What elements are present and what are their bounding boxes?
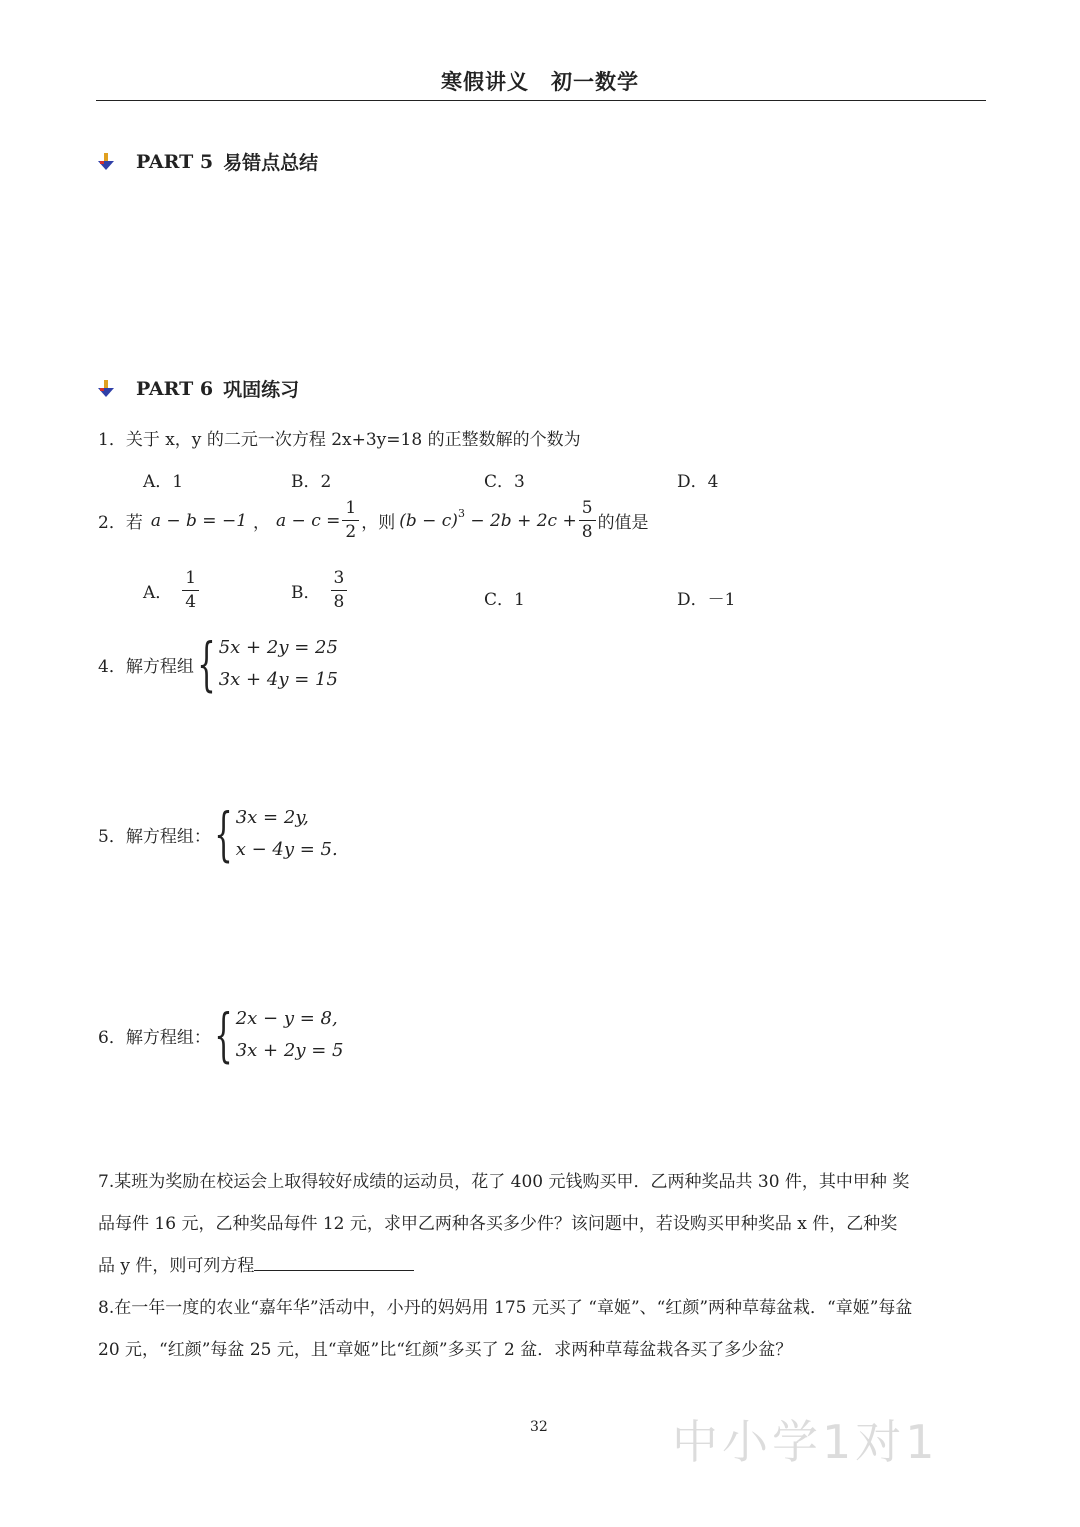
q2-fraction-half (342, 500, 359, 541)
q4-equation-2: 3x + 4y = 15 (218, 669, 338, 690)
q2-tail: 的值是 (597, 513, 649, 533)
q6-equation-2: 3x + 2y = 5 (235, 1040, 344, 1061)
q2-prefix: 2．若 (98, 513, 143, 533)
q2-option-a (143, 570, 201, 611)
question-1-text: 1．关于 x，y 的二元一次方程 2x+3y=18 的正整数解的个数为 (98, 430, 581, 450)
q7-line-2: 品每件 16 元，乙种奖品每件 12 元，求甲乙两种各买多少件？该问题中，若设购买甲种奖品 x 件，乙种奖 (98, 1214, 898, 1234)
q2-option-b-numerator: 3 (331, 570, 348, 591)
q2-option-b (291, 570, 349, 611)
q1-option-a: A．1 (143, 472, 184, 492)
q5-equation-1: 3x = 2y, (235, 807, 309, 828)
q5-equation-system (211, 802, 338, 866)
q2-expression: (b − c) (399, 510, 458, 531)
q7-line-1: 7.某班为奖励在校运会上取得较好成绩的运动员，花了 400 元钱购买甲．乙两种奖品共 30 件，其中甲种 奖 (98, 1172, 910, 1192)
part5-title: 易错点总结 (223, 152, 319, 174)
q1-option-d: D．4 (677, 472, 719, 492)
left-brace-icon: { (214, 1001, 233, 1069)
q2-option-b-fraction (331, 570, 348, 611)
q2-expression-2: − 2b + 2c + (464, 510, 577, 531)
q4-equation-1: 5x + 2y = 25 (218, 637, 338, 658)
q1-option-c: C．3 (484, 472, 525, 492)
question-6 (98, 1003, 343, 1067)
q2-option-a-numerator: 1 (182, 570, 199, 591)
part6-label: PART 6 (136, 377, 214, 400)
q6-equation-system (211, 1003, 344, 1067)
q2-half-denominator: 2 (345, 522, 357, 542)
q8-line-1: 8.在一年一度的农业“嘉年华”活动中，小丹的妈妈用 175 元买了 “章姬”、“红颜”两种草莓盆栽．“章姬”每盆 (98, 1298, 913, 1318)
part6-heading (98, 375, 299, 402)
q2-exponent: 3 (457, 507, 465, 520)
part6-title: 巩固练习 (223, 379, 300, 401)
down-arrow-bullet-icon (98, 153, 114, 171)
q6-label: 6．解方程组： (98, 1027, 211, 1048)
q2-condition-1: a − b = −1 (150, 510, 248, 531)
page-number: 32 (530, 1419, 548, 1435)
q2-option-c: C．1 (484, 590, 525, 610)
left-brace-icon: { (197, 630, 216, 698)
q7-answer-blank[interactable] (254, 1254, 414, 1271)
q2-fraction-five-eighths (579, 500, 596, 541)
question-7 (98, 1161, 984, 1287)
q2-frac-numerator: 5 (579, 500, 596, 521)
question-5 (98, 802, 338, 866)
q5-label: 5．解方程组： (98, 826, 211, 847)
q4-equation-system (194, 632, 338, 696)
q6-equation-1: 2x − y = 8, (235, 1008, 338, 1029)
q2-condition-2: a − c = (276, 510, 341, 531)
q2-option-b-label: B． (291, 583, 321, 603)
question-4 (98, 632, 338, 696)
page-header-title: 寒假讲义 初一数学 (441, 70, 639, 94)
q2-then: ，则 (361, 513, 396, 533)
q1-option-b: B．2 (291, 472, 332, 492)
q2-separator: ， (253, 513, 271, 533)
q2-option-a-fraction (182, 570, 199, 611)
header-divider (96, 100, 986, 101)
q2-frac-denominator: 8 (581, 522, 593, 542)
q5-equation-2: x − 4y = 5. (235, 839, 338, 860)
question-8 (98, 1287, 984, 1371)
q4-label: 4．解方程组 (98, 656, 194, 677)
part5-heading (98, 148, 318, 175)
q2-half-numerator: 1 (342, 500, 359, 521)
left-brace-icon: { (214, 800, 233, 868)
q2-option-d: D．－1 (677, 590, 736, 610)
q7-line-3-text: 品 y 件，则可列方程 (98, 1256, 255, 1276)
q8-line-2: 20 元，“红颜”每盆 25 元，且“章姬”比“红颜”多买了 2 盆．求两种草莓盆栽各买了多少盆？ (98, 1340, 793, 1360)
q2-option-a-label: A． (143, 583, 173, 603)
down-arrow-bullet-icon (98, 380, 114, 398)
watermark: 中小学1对1 (672, 1415, 939, 1469)
q2-option-b-denominator: 8 (333, 592, 345, 612)
q2-option-a-denominator: 4 (185, 592, 197, 612)
question-2 (98, 500, 649, 541)
part5-label: PART 5 (136, 150, 214, 173)
q7-line-3 (98, 1245, 984, 1287)
